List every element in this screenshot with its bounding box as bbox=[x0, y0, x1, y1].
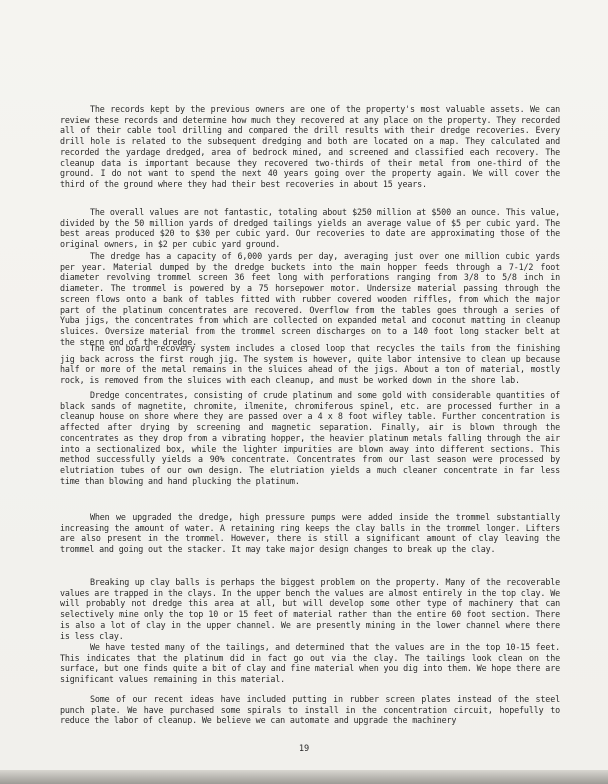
paragraph-clay-balls: Breaking up clay balls is perhaps the biggest problem on the property. Many of the recoverable values are trapped in the clays. In the upper bench the values are almost entirely in the top clay. We will probably not dredge this area at all, but will develop some other type of machinery that can selectively mine only the top 10 or 15 feet of material rather than the entire 60 foot section. There is also a lot of clay in the upper channel. We are presently mining in the lower channel where there is less clay. bbox=[60, 577, 560, 641]
paragraph-recovery-system: The on board recovery system includes a closed loop that recycles the tails from the finishing jig back across the first rough jig. The system is however, quite labor intensive to clean up because half or more of the metal remains in the sluices ahead of the jigs. About a ton of material, mostly rock, is removed from the sluices with each cleanup, and must be worked down in the shore lab. bbox=[60, 343, 560, 386]
page-number: 19 bbox=[298, 744, 310, 754]
scan-bottom-edge bbox=[0, 770, 608, 784]
paragraph-recent-ideas: Some of our recent ideas have included putting in rubber screen plates instead of the steel punch plate. We have purchased some spirals to install in the concentration circuit, hopefully to reduce the labor of cleanup. We believe we can automate and upgrade the machinery bbox=[60, 694, 560, 726]
paragraph-overall-values: The overall values are not fantastic, totaling about $250 million at $500 an ounce. This value, divided by the 50 million yards of dredged tailings yields an average value of $5 per cubic yard. The best areas produced $20 to $30 per cubic yard. Our recoveries to date are approximating those of the original owners, in $2 per cubic yard ground. bbox=[60, 207, 560, 250]
paragraph-dredge-capacity: The dredge has a capacity of 6,000 yards per day, averaging just over one million cubic yards per year. Material dumped by the dredge buckets into the main hopper feeds through a 7-1/2 foot diameter revolving trommel screen 36 feet long with perforations ranging from 3/8 to 5/8 inch in diameter. The trommel is powered by a 75 horsepower motor. Undersize material passing through the screen flows onto a bank of tables fitted with rubber covered wooden riffles, from which the major part of the platinum concentrates are recovered. Overflow from the tables goes through a series of Yuba jigs, the concentrates from which are collected on expanded metal and coconut matting in cleanup sluices. Oversize material from the trommel screen discharges on to a 140 foot long stacker belt at the stern end of the dredge. bbox=[60, 251, 560, 347]
paragraph-records: The records kept by the previous owners are one of the property's most valuable assets. We can review these records and determine how much they recovered at any place on the property. They recorded all of their cable tool drilling and compared the drill results with their dredge recoveries. Every drill hole is related to the subsequent dredging and both are located on a map. They calculated and recorded the yardage dredged, area of bedrock mined, and screened and classified each recovery. The cleanup data is important because they recovered two-thirds of their metal from one-third of the ground. I do not want to spend the next 40 years going over the property again. We will cover the third of the ground where they had their best recoveries in about 15 years. bbox=[60, 104, 560, 189]
paragraph-dredge-concentrates: Dredge concentrates, consisting of crude platinum and some gold with considerable quantities of black sands of magnetite, chromite, ilmenite, chromiferous spinel, etc. are processed further in a cleanup house on shore where they are passed over a 4 x 8 foot wifley table. Further concentration is affected after drying by screening and magnetic separation. Finally, air is blown through the concentrates as they drop from a vibrating hopper, the heavier platinum metals falling through the air into a sectionalized box, while the lighter impurities are blown away into different sections. This method successfully yields a 90% concentrate. Concentrates from our last season were processed by elutriation tubes of our own design. The elutriation yields a much cleaner concentrate in far less time than blowing and hand plucking the platinum. bbox=[60, 390, 560, 486]
paragraph-tailings: We have tested many of the tailings, and determined that the values are in the top 10-15 feet. This indicates that the platinum did in fact go out via the clay. The tailings look clean on the surface, but one finds quite a bit of clay and fine material when you dig into them. We hope there are significant values remaining in this material. bbox=[60, 642, 560, 685]
paragraph-upgraded-dredge: When we upgraded the dredge, high pressure pumps were added inside the trommel substantially increasing the amount of water. A retaining ring keeps the clay balls in the trommel longer. Lifters are also present in the trommel. However, there is still a significant amount of clay leaving the trommel and going out the stacker. It may take major design changes to break up the clay. bbox=[60, 512, 560, 555]
